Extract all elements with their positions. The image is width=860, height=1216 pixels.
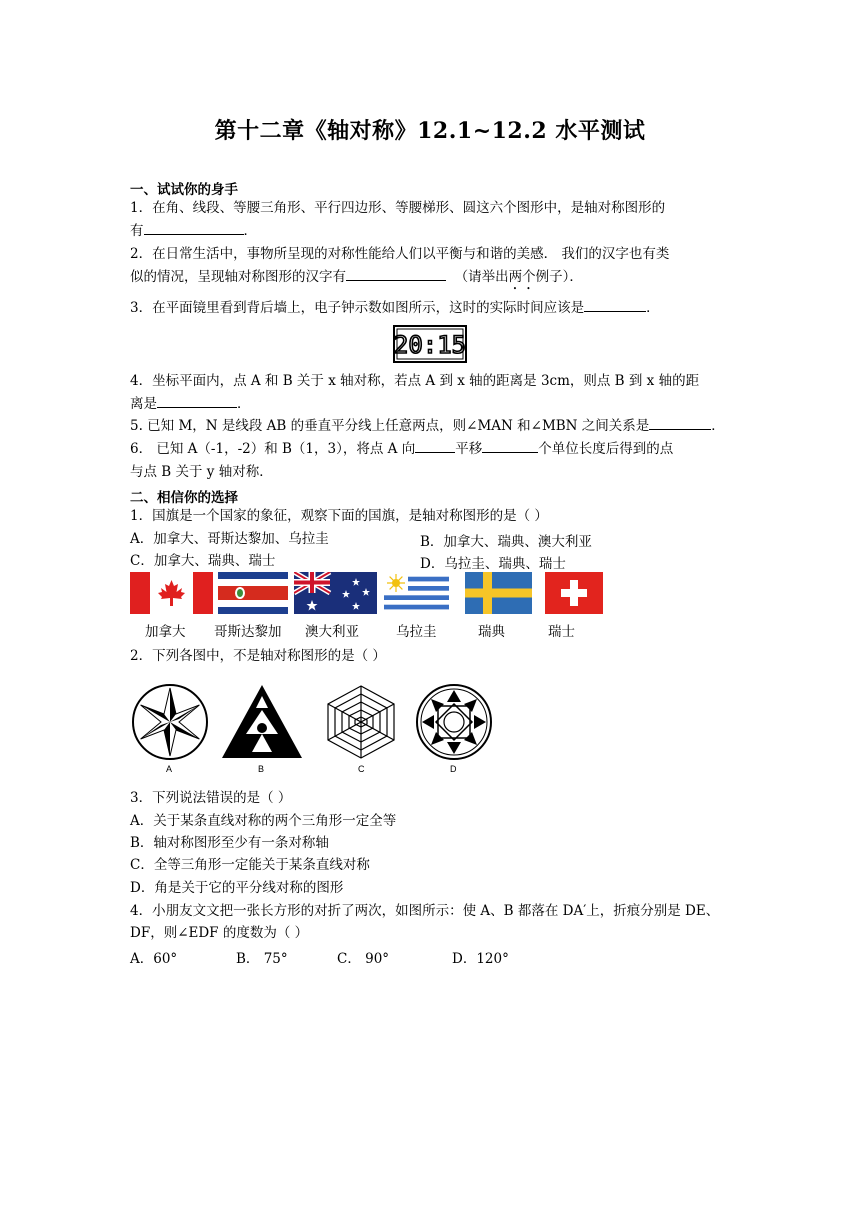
s2-q4-line2: DF，则∠EDF 的度数为（ ）: [130, 925, 309, 941]
answer-blank[interactable]: [482, 440, 538, 453]
s1-q1-prefix: 有: [130, 223, 144, 239]
s2-q3-option-a[interactable]: A．关于某条直线对称的两个三角形一定全等: [130, 813, 397, 829]
s1-q6-text-c: 个单位长度后得到的点: [538, 441, 674, 457]
s1-q1-line1: 1．在角、线段、等腰三角形、平行四边形、等腰梯形、圆这六个图形中，是轴对称图形的: [130, 200, 666, 216]
s2-q1-option-b[interactable]: B．加拿大、瑞典、澳大利亚: [420, 534, 592, 550]
s1-q2-line2: [130, 268, 583, 293]
figure-label-d: D: [450, 764, 457, 774]
figure-label-b: B: [258, 764, 265, 774]
s1-q5-end: ．: [711, 418, 725, 434]
flag-label-uruguay: 乌拉圭: [396, 624, 437, 640]
s1-q1-end: ．: [243, 223, 257, 239]
s2-q2-stem: 2．下列各图中，不是轴对称图形的是（ ）: [130, 648, 386, 664]
figure-label-a: A: [166, 764, 173, 774]
s1-q4-line2: [130, 395, 251, 413]
s2-q1-option-d[interactable]: D．乌拉圭、瑞典、瑞士: [420, 556, 566, 572]
answer-blank[interactable]: [584, 299, 646, 312]
s1-q3: [130, 299, 660, 317]
s1-q3-text: 3．在平面镜里看到背后墙上，电子钟示数如图所示，这时的实际时间应该是: [130, 300, 585, 316]
s1-q2-emphasis: 两个: [508, 269, 536, 285]
figure-d-pattern: [414, 682, 494, 766]
s1-q5-text: 5. 已知 M，N 是线段 AB 的垂直平分线上任意两点，则∠MAN 和∠MBN 之间关系是: [130, 418, 650, 434]
answer-blank[interactable]: [144, 222, 244, 235]
flag-label-costa-rica: 哥斯达黎加: [214, 624, 282, 640]
answer-blank[interactable]: [649, 417, 711, 430]
s1-q1-line2: [130, 222, 257, 240]
s2-q3-option-b[interactable]: B．轴对称图形至少有一条对称轴: [130, 835, 329, 851]
sweden-flag: [465, 572, 532, 614]
s2-q4-option-a[interactable]: A．60°: [130, 951, 178, 967]
s1-q6-text-a: 6． 已知 A（-1，-2）和 B（1，3），将点 A 向: [130, 441, 416, 457]
s2-q4-option-c[interactable]: C． 90°: [337, 951, 390, 967]
figure-b-triangle: [220, 682, 304, 766]
answer-blank[interactable]: [346, 268, 446, 281]
s2-q1-stem: 1．国旗是一个国家的象征，观察下面的国旗，是轴对称图形的是（ ）: [130, 508, 548, 524]
costa-rica-flag: [218, 572, 288, 614]
clock-digits: 20:15: [393, 331, 467, 359]
australia-flag: [294, 572, 377, 614]
s2-q1-option-c[interactable]: C．加拿大、瑞典、瑞士: [130, 553, 276, 569]
section1-heading: 一、试试你的身手: [130, 182, 238, 198]
s2-q3-option-d[interactable]: D．角是关于它的平分线对称的图形: [130, 880, 344, 896]
s1-q6-line2: 与点 B 关于 y 轴对称．: [130, 464, 273, 480]
s2-q4-line1: 4．小朋友文文把一张长方形的对折了两次，如图所示：使 A、B 都落在 DA′上，折痕分别是 DE、: [130, 903, 720, 919]
figure-c-web: [322, 682, 400, 766]
s2-q1-option-a[interactable]: A．加拿大、哥斯达黎加、乌拉圭: [130, 531, 329, 547]
figure-label-c: C: [358, 764, 365, 774]
s1-q6-text-b: 平移: [455, 441, 483, 457]
s1-q4-prefix: 离是: [130, 396, 157, 412]
answer-blank[interactable]: [157, 395, 237, 408]
s1-q5: [130, 417, 725, 435]
s1-q6-line1: [130, 440, 673, 458]
flag-label-australia: 澳大利亚: [305, 624, 359, 640]
uruguay-flag: [384, 572, 449, 614]
canada-flag: [130, 572, 213, 614]
s1-q4-end: ．: [237, 396, 251, 412]
digital-clock-image: [393, 325, 467, 363]
flag-label-sweden: 瑞典: [478, 624, 505, 640]
flag-label-switzerland: 瑞士: [548, 624, 575, 640]
s1-q2-line1: 2．在日常生活中，事物所呈现的对称性能给人们以平衡与和谐的美感． 我们的汉字也有类: [130, 246, 670, 262]
answer-blank[interactable]: [415, 440, 455, 453]
s1-q2-hint: （请举出: [454, 269, 509, 285]
s2-q3-option-c[interactable]: C．全等三角形一定能关于某条直线对称: [130, 857, 370, 873]
figure-a-star-circle: [130, 682, 210, 766]
s1-q4-line1: 4．坐标平面内，点 A 和 B 关于 x 轴对称，若点 A 到 x 轴的距离是 3cm，则点 B 到 x 轴的距: [130, 373, 700, 389]
s1-q2-prefix: 似的情况，呈现轴对称图形的汉字有: [130, 269, 346, 285]
s2-q3-stem: 3．下列说法错误的是（ ）: [130, 790, 292, 806]
section2-heading: 二、相信你的选择: [130, 490, 238, 506]
s1-q2-end: 例子）．: [535, 269, 583, 285]
flag-label-canada: 加拿大: [145, 624, 186, 640]
s2-q4-option-d[interactable]: D．120°: [452, 951, 509, 967]
s1-q3-end: ．: [646, 300, 660, 316]
page-title: 第十二章《轴对称》12.1~12.2 水平测试: [214, 118, 646, 144]
s2-q4-option-b[interactable]: B． 75°: [236, 951, 288, 967]
switzerland-flag: [545, 572, 603, 614]
